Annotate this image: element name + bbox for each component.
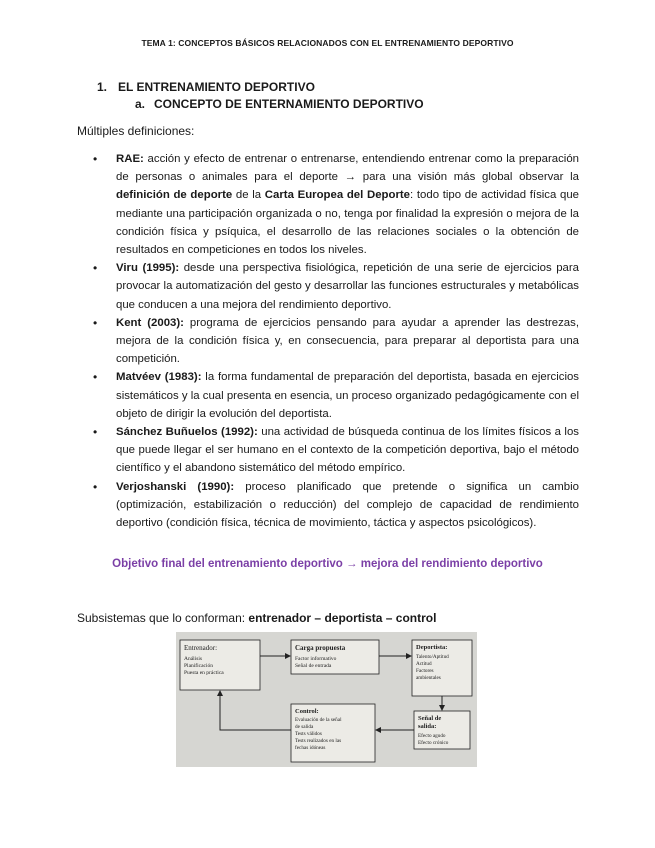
subsection-title: CONCEPTO DE ENTERNAMIENTO DEPORTIVO: [154, 97, 424, 111]
definition-item: [93, 150, 579, 259]
definition-text: la forma fundamental de preparación del deportista, basada en ejercicios sistemáticos y la cual presenta en esencia, un proceso organizado pedagógicamente con el objeto de dirigir la evolución del deportista.: [116, 371, 580, 420]
salida-line: Efecto agudo: [418, 733, 446, 739]
control-line: de salida: [295, 724, 314, 730]
definition-text: : todo tipo de actividad física que mediante una participación organizada o no, tenga por finalidad la expresión o mejora de la condición física y psíquica, el desarrollo de las relaciones sociales o la obtención de resultados en competiciones en todos los niveles.: [116, 189, 580, 257]
definition-text: acción y efecto de entrenar o entrenarse, entendiendo entrenar como la preparación de personas o animales para el deporte → para una visión más global observar la: [116, 153, 579, 184]
definition-item: [93, 478, 579, 533]
definition-text: proceso planificado que pretende o significa un cambio (optimización, estabilización o reducción) del complejo de capacidad de rendimiento deportivo (condición física, técnica de movimiento, táctica y aspectos psicológicos).: [116, 480, 579, 530]
subsystems-label: Subsistemas que lo conforman:: [77, 611, 249, 625]
definition-author: Viru (1995):: [116, 262, 180, 275]
definition-author: Verjoshanski (1990):: [116, 480, 235, 493]
entrenador-line: Puesta en práctica: [184, 670, 224, 676]
section-number: 1.: [97, 80, 108, 94]
definition-emphasis: Carta Europea del Deporte: [264, 189, 411, 202]
subsection-number: a.: [135, 97, 146, 111]
entrenador-line: Planificación: [184, 663, 214, 669]
section-heading: [97, 80, 315, 94]
training-system-diagram: [176, 632, 477, 767]
page-header: TEMA 1: CONCEPTOS BÁSICOS RELACIONADOS CON EL ENTRENAMIENTO DEPORTIVO: [141, 38, 514, 48]
definition-item: [93, 423, 579, 478]
definition-item: [93, 259, 579, 314]
definition-emphasis: definición de deporte: [116, 189, 233, 202]
definition-author: Kent (2003):: [116, 316, 184, 329]
definition-item: [93, 314, 579, 369]
definition-author: Sánchez Buñuelos (1992):: [116, 426, 258, 439]
carga-line: Factor informativo: [295, 656, 337, 662]
definition-author: RAE:: [116, 153, 144, 165]
salida-title-2: salida:: [418, 723, 437, 730]
definition-text: una actividad de búsqueda continua de los límites físicos a los que puede llegar el ser humano en el contexto de la competición deportiva, bajo el método científico y el abandono sistemático del método empírico.: [116, 426, 579, 475]
definition-text: desde una perspectiva fisiológica, repetición de una serie de ejercicios para provocar la automatización del gesto y desarrollar las funciones estructurales y metabólicas que conducen a una mejora del rendimiento deportivo.: [116, 262, 579, 311]
definition-author: Matvéev (1983):: [116, 371, 202, 384]
salida-line: Efecto crónico: [418, 740, 449, 746]
entrenador-title: Entrenador:: [184, 644, 218, 652]
arrow-control-entrenador: [220, 691, 291, 730]
objective-statement: Objetivo final del entrenamiento deportivo → mejora del rendimiento deportivo: [112, 558, 543, 570]
definitions-list: [93, 150, 579, 532]
entrenador-line: Análisis: [184, 656, 203, 662]
deportista-line: Talento/Aptitud: [416, 654, 449, 660]
control-line: fechas idóneas: [295, 745, 326, 751]
section-title: EL ENTRENAMIENTO DEPORTIVO: [118, 80, 315, 94]
definition-item: [93, 368, 579, 423]
control-title: Control:: [295, 708, 319, 715]
carga-title: Carga propuesta: [295, 644, 346, 652]
intro-text: Múltiples definiciones:: [77, 124, 195, 138]
deportista-title: Deportista:: [416, 644, 448, 651]
deportista-line: Actitud: [416, 661, 432, 667]
diagram-canvas: [176, 632, 477, 767]
control-line: Evaluación de la señal: [295, 717, 342, 723]
deportista-line: Factores: [416, 668, 434, 674]
subsystems-value: entrenador – deportista – control: [248, 611, 437, 625]
carga-line: Señal de entrada: [295, 663, 332, 669]
salida-title: Señal de: [418, 715, 442, 722]
deportista-line: ambientales: [416, 675, 441, 681]
subsection-heading: [135, 97, 424, 111]
control-line: Tests realizados en las: [295, 738, 342, 744]
definition-text: de la: [232, 189, 265, 202]
control-line: Tests válidos: [295, 731, 322, 737]
definition-text: programa de ejercicios pensando para ayudar a aprender las destrezas, mejora de la condición física y, en consecuencia, para preparar al deportista para una competición.: [116, 316, 580, 366]
subsystems-line: [77, 611, 436, 625]
